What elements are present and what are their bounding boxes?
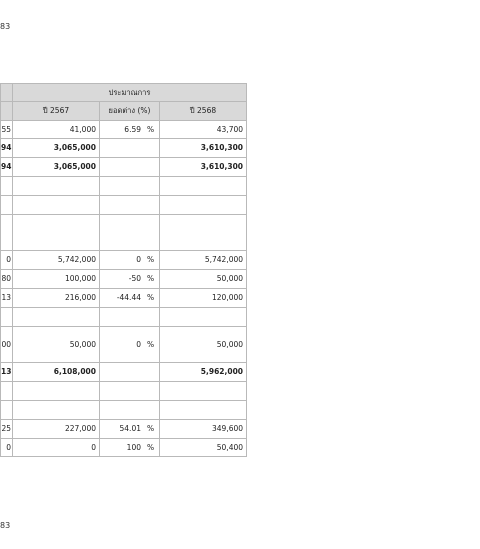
percent-unit: %: [147, 442, 155, 452]
prev-year-cell: 0: [1, 251, 13, 270]
difference-cell: [100, 308, 160, 327]
table-row: [1, 401, 247, 420]
budget-table: [0, 83, 247, 457]
year-2568-cell: [160, 177, 247, 196]
prev-year-cell: 0: [1, 439, 13, 457]
table-row: [1, 139, 247, 158]
year-2567-cell: 216,000: [13, 289, 100, 308]
percent-unit: %: [147, 274, 155, 284]
year-2568-cell: 50,400: [160, 439, 247, 457]
prev-year-cell: [1, 196, 13, 215]
difference-cell: [100, 177, 160, 196]
year-2567-cell: 41,000: [13, 121, 100, 139]
prev-year-cell: [1, 382, 13, 401]
year-2568-cell: [160, 215, 247, 251]
year-2567-cell: [13, 215, 100, 251]
year-2568-cell: [160, 196, 247, 215]
prev-year-cell: 13: [1, 363, 13, 382]
header-group-row: [1, 84, 247, 102]
year-2567-cell: 227,000: [13, 420, 100, 439]
difference-cell: [100, 401, 160, 420]
table-row: [1, 196, 247, 215]
year-2568-cell: 3,610,300: [160, 158, 247, 177]
header-year-2568: ปี 2568: [160, 102, 247, 121]
difference-cell: [100, 121, 160, 139]
percent-unit: %: [147, 293, 155, 303]
year-2567-cell: [13, 196, 100, 215]
table-row: [1, 327, 247, 363]
difference-cell: [100, 196, 160, 215]
year-2568-cell: 50,000: [160, 327, 247, 363]
prev-year-cell: [1, 215, 13, 251]
header-difference: ยอดต่าง (%): [100, 102, 160, 121]
table-row: [1, 215, 247, 251]
difference-value: 54.01: [119, 424, 141, 434]
year-2568-cell: 5,742,000: [160, 251, 247, 270]
year-2567-cell: 3,065,000: [13, 139, 100, 158]
table-row: [1, 363, 247, 382]
page-number-bottom: 83: [0, 521, 11, 530]
prev-year-cell: [1, 401, 13, 420]
year-2567-cell: 100,000: [13, 270, 100, 289]
prev-year-cell: [1, 177, 13, 196]
year-2567-cell: [13, 382, 100, 401]
year-2568-cell: 50,000: [160, 270, 247, 289]
prev-year-cell: 25: [1, 420, 13, 439]
year-2567-cell: 0: [13, 439, 100, 457]
percent-unit: %: [147, 339, 155, 349]
year-2567-cell: [13, 308, 100, 327]
prev-year-cell: 13: [1, 289, 13, 308]
year-2568-cell: 3,610,300: [160, 139, 247, 158]
table-row: [1, 289, 247, 308]
year-2567-cell: 50,000: [13, 327, 100, 363]
difference-value: 0: [136, 255, 141, 265]
difference-cell: [100, 251, 160, 270]
table-row: [1, 439, 247, 457]
difference-value: -44.44: [116, 293, 141, 303]
year-2568-cell: 349,600: [160, 420, 247, 439]
page-number-top: 83: [0, 22, 11, 31]
difference-cell: [100, 289, 160, 308]
difference-cell: [100, 382, 160, 401]
year-2567-cell: [13, 177, 100, 196]
percent-unit: %: [147, 424, 155, 434]
year-2568-cell: [160, 401, 247, 420]
prev-year-cell: 00: [1, 327, 13, 363]
prev-year-cell: 80: [1, 270, 13, 289]
year-2568-cell: 43,700: [160, 121, 247, 139]
difference-cell: [100, 215, 160, 251]
table-row: [1, 158, 247, 177]
table-row: [1, 251, 247, 270]
difference-value: 6.59: [124, 124, 141, 134]
prev-year-cell: 94: [1, 139, 13, 158]
year-2567-cell: [13, 401, 100, 420]
year-2567-cell: 5,742,000: [13, 251, 100, 270]
year-2567-cell: 3,065,000: [13, 158, 100, 177]
table-row: [1, 121, 247, 139]
prev-year-cell: [1, 308, 13, 327]
year-2568-cell: 5,962,000: [160, 363, 247, 382]
difference-cell: [100, 420, 160, 439]
prev-year-cell: 55: [1, 121, 13, 139]
table-row: [1, 382, 247, 401]
difference-value: -50: [128, 274, 141, 284]
year-2568-cell: [160, 308, 247, 327]
difference-cell: [100, 327, 160, 363]
percent-unit: %: [147, 124, 155, 134]
table-row: [1, 270, 247, 289]
table-row: [1, 420, 247, 439]
difference-value: 0: [136, 339, 141, 349]
header-cut-cell: [1, 102, 13, 121]
percent-unit: %: [147, 255, 155, 265]
header-cut-cell: [1, 84, 13, 102]
prev-year-cell: 94: [1, 158, 13, 177]
header-columns-row: [1, 102, 247, 121]
table-row: [1, 177, 247, 196]
year-2567-cell: 6,108,000: [13, 363, 100, 382]
difference-value: 100: [126, 442, 141, 452]
table-row: [1, 308, 247, 327]
difference-cell: [100, 158, 160, 177]
header-year-2567: ปี 2567: [13, 102, 100, 121]
difference-cell: [100, 363, 160, 382]
year-2568-cell: [160, 382, 247, 401]
year-2568-cell: 120,000: [160, 289, 247, 308]
difference-cell: [100, 439, 160, 457]
difference-cell: [100, 270, 160, 289]
header-estimate: ประมาณการ: [13, 84, 247, 102]
difference-cell: [100, 139, 160, 158]
